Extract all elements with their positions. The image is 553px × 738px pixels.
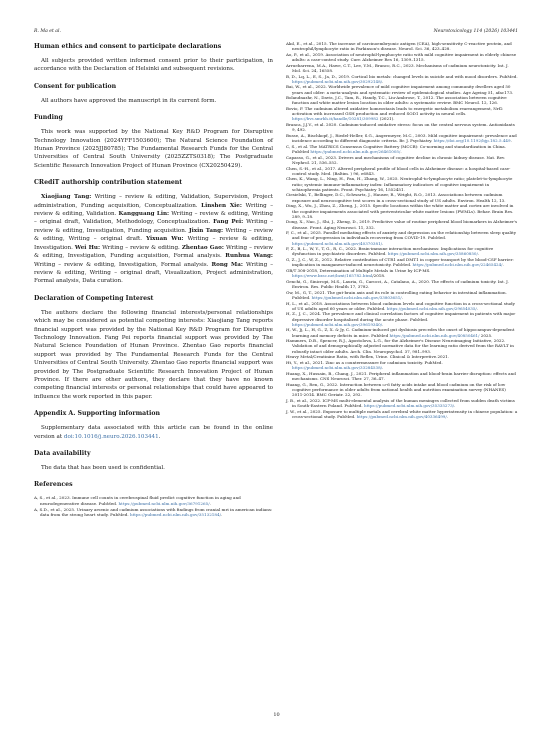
reference-link[interactable]: https://pubmed.ncbi.nlm.nih.gov/35335273/ bbox=[364, 402, 455, 408]
reference-list-right bbox=[286, 41, 518, 419]
reference-text: Akıl, E., et al., 2015. The increase of carcinoembryonic antigen (CEA), high-sensitivity C-reactive protein, and neutrophil/lymphocyte ratio in Parkinson's disease. Neurol. Sci. 36, 423–428. bbox=[286, 41, 512, 52]
reference-item bbox=[286, 144, 518, 154]
reference-text: H, Z., J, C., 2024. The prevalence and clinical correlation factors of cognitive impairment in patients with major depressive disorder hospitalized during the acute phase. PubMed. bbox=[286, 311, 516, 322]
reference-item bbox=[286, 41, 518, 51]
reference-text: Huang, G., Ren, G., 2022. Interaction between ω-6 fatty acids intake and blood cadmium on the risk of low cognitive performance in older adults from national health and nutrition examination survey (NHANES) 2011-2014. BMC Geriatr. 22, 292. bbox=[286, 381, 506, 398]
reference-item bbox=[286, 279, 518, 289]
reference-tail: /2018. bbox=[372, 273, 386, 279]
reference-item bbox=[286, 192, 518, 202]
credit-role: Writing – review & editing, Validation. bbox=[34, 202, 273, 218]
reference-item bbox=[286, 311, 518, 326]
running-header-journal: Neurotoxicology 114 (2026) 103441 bbox=[433, 29, 518, 34]
ethics-text: All subjects provided written informed consent prior to their participation, in accordance with the Declaration of Helsinki and subsequent revisions. bbox=[34, 58, 273, 73]
reference-text: C, S., et al. The MATRICS Consensus Cognitive Battery (MCCB): Co-norming and standardization in China. PubMed bbox=[286, 143, 506, 155]
credit-role: Writing – review & editing, Investigation. bbox=[34, 236, 274, 251]
section-heading-references: References bbox=[34, 481, 73, 489]
reference-item bbox=[286, 371, 518, 381]
reference-item bbox=[286, 74, 518, 84]
reference-tail: . bbox=[510, 138, 512, 144]
reference-text: Chen, S.-H., et al., 2017. Altered peripheral profile of blood cells in Alzheimer disease: a hospital-based case-control study. Med. (Baltim. ) 96, e6843. bbox=[286, 165, 511, 176]
section-heading-credit: CRediT authorship contribution statement bbox=[34, 179, 183, 187]
credit-role: Writing – review & editing, Investigation, Formal analysis. bbox=[34, 261, 212, 268]
credit-role: Writing – review & editing, Investigation, Funding acquisition. bbox=[34, 219, 273, 234]
credit-name: Rong Ma: bbox=[211, 261, 243, 268]
section-heading-funding: Funding bbox=[34, 114, 63, 122]
credit-name: Jixin Tang: bbox=[188, 227, 224, 234]
reference-item bbox=[286, 95, 518, 105]
section-heading-data-availability: Data availability bbox=[34, 450, 91, 457]
reference-tail: . bbox=[382, 365, 384, 371]
credit-name: Kangguang Lin: bbox=[118, 211, 170, 218]
section-heading-competing: Declaration of Competing Interest bbox=[34, 294, 154, 302]
reference-item bbox=[34, 495, 273, 506]
reference-link[interactable]: https://doi.org/10.1192/bjp.182.5.449 bbox=[433, 138, 511, 144]
reference-text: H, L., et al., 2018. Associations between blood cadmium levels and cognitive function in a cross-sectional study of US adults aged 60 years or older. PubMed. bbox=[286, 300, 515, 311]
reference-text: GB/T 308-2018, Determination of Multiple Metals in Urine by ICP-MS. bbox=[286, 267, 431, 273]
credit-name: Fang Pei: bbox=[213, 219, 244, 226]
reference-text: G, Z., J, C., W, Z., 2012. Relative contribution of CTR1 and DMT1 in copper transport by the blood-CSF barrier: implication in manganese-induced neurotoxicity. PubMed. bbox=[286, 257, 514, 268]
credit-name: Yixuan Wu: bbox=[146, 236, 184, 243]
reference-item bbox=[286, 203, 518, 218]
reference-text: B, D., Lq, L., E, S., Ja, D., 2019. Cortical bio metals: changed levels in suicide and with mood disorders. PubMed. bbox=[286, 73, 518, 79]
credit-name: Runhua Wang: bbox=[225, 253, 273, 260]
reference-text: Dong, X., Nao, J., Shi, J., Zheng, D., 2019. Predictive value of routine peripheral blood biomarkers in Alzheimer's disease. Front. Aging Neurosci. 11, 332. bbox=[286, 219, 518, 230]
reference-item bbox=[286, 301, 518, 311]
reference-link[interactable]: https://pubmed.ncbi.nlm.nih.gov/36791265/ bbox=[118, 500, 210, 506]
reference-tail: . bbox=[209, 500, 211, 506]
reference-item bbox=[286, 122, 518, 132]
funding-text: This work was supported by the National Key R&D Program for Disruptive Technology Innovation (2024YFF1503600); The Natural Science Foundation of Hunan Province (2025JJ80785); The Fundamental Research Funds for the Central Universities of Central South University (2025ZZTS0318); The Postgraduate Scientific Research Innovation Project of Hunan Province (CX20250429). bbox=[34, 129, 273, 169]
reference-tail: . bbox=[382, 240, 384, 246]
reference-link[interactable]: https://pubmed.ncbi.nlm.nih.gov/39619340/ bbox=[292, 321, 383, 327]
credit-role: Writing – review & editing, Writing – original draft, Visualization, Project administration, Formal analysis, Data curation. bbox=[34, 261, 274, 285]
data-availability-text: The data that has been used is confidential. bbox=[41, 465, 165, 471]
reference-link[interactable]: https://pubmed.ncbi.nlm.nih.gov/30292148/ bbox=[292, 78, 383, 84]
reference-tail: . bbox=[400, 149, 402, 155]
reference-item bbox=[34, 507, 273, 518]
reference-item bbox=[286, 219, 518, 229]
credit-name: Zhentao Gao: bbox=[181, 244, 224, 251]
reference-item bbox=[286, 354, 518, 359]
credit-role: Writing – review & editing, Validation, Supervision, Project administration, Funding acquisition, Conceptualization. bbox=[34, 194, 273, 209]
reference-text: Capasso, G., et al., 2023. Drivers and mechanisms of cognitive decline in chronic kidney disease. Nat. Rev. Nephrol. 21, 536–552. bbox=[286, 154, 506, 165]
reference-text: Ciesielski, T., Bellinger, D.C., Schwartz, J., Hauser, R., Wright, R.O., 2013. Associations between cadmium exposure and neurocognitive test scores in a cross-sectional study of US adults. Environ. Health 12, 13. bbox=[286, 192, 506, 203]
running-header-authors: R. Ma et al. bbox=[34, 29, 61, 34]
consent-text: All authors have approved the manuscript in its current form. bbox=[41, 97, 217, 104]
credit-role: Writing – review & editing, Investigation, Funding acquisition, Formal analysis. bbox=[34, 244, 274, 260]
reference-text: J, W., et al., 2025. Exposure to multiple metals and cerebral white matter hyperintensity in chinese population: a cross-sectional study. PubMed. bbox=[286, 408, 518, 419]
reference-text: Ao, P., et al., 2019. Association of neutrophil-lymphocyte ratio with mild cognitive impairment in elderly chinese adults: a case-control study. Curr. Alzheimer Res 16, 1309–1315. bbox=[286, 51, 517, 63]
reference-text: Busse, A., Bischkopf, J., Riedel-Heller, S.G., Angermeyer, M.C., 2003. Mild cognitive impairment: prevalence and incidence according to different diagnostic criteria. Br. J. Psychiatry. bbox=[286, 133, 517, 144]
reference-text: F, Z., B, L., W, Y., T, G., R, C., 2022. Brain-immune interaction mechanisms: Implications for cognitive dysfunction in psychiatric disorders. PubMed. bbox=[286, 246, 494, 257]
reference-tail: . bbox=[382, 321, 384, 327]
reference-link[interactable]: https://www.bzsc.net/bzxt/165782.html bbox=[292, 273, 373, 279]
reference-link[interactable]: https://pubmed.ncbi.nlm.nih.gov/33284538/ bbox=[292, 365, 383, 371]
reference-item bbox=[286, 133, 518, 143]
reference-text: F, C., et al., 2025. Parallel mediating effects of anxiety and depression on the relationship between sleep quality and fear of progression in individuals recovering from COVID-19. PubMed. bbox=[286, 230, 517, 241]
reference-text: Bai, W., et al., 2022. Worldwide prevalence of mild cognitive impairment among community dwellers aged 50 years and older: a meta-analysis and systematic review of epidemiological studies. Age Ageing 51, afac173. bbox=[286, 84, 514, 95]
reference-item bbox=[286, 52, 518, 62]
reference-list-left bbox=[34, 495, 273, 517]
reference-text: Ding, X., Wu, J., Zhou, Z., Zheng, J., 2015. Specific locations within the white matter and cortex are involved in the cognitive impairments associated with periventricular white matter lesions (PWMLs). Behav. Brain Res. 289, 9–18. bbox=[286, 203, 514, 219]
reference-tail: . bbox=[401, 294, 403, 300]
appendix-text bbox=[34, 424, 273, 441]
reference-text: H, W., Jj, L., H, G., Z, X. & Jy, C. Cadmium-induced gut dysbiosis precedes the onset of hippocampus-dependent learning and memory deficits in mice. PubMed bbox=[286, 327, 515, 338]
reference-text: Bolandnazhr, N., Davis, J.C., Tam, R., Handy, T.C., Liu-Ambrose, T., 2012. The association between cognitive function and white matter lesion location in older adults: a systematic review. BMC Neurol. 12, 126. bbox=[286, 95, 507, 106]
reference-tail: . bbox=[477, 251, 480, 257]
credit-name: Wei Hu: bbox=[74, 244, 101, 251]
appendix-text-end: . bbox=[158, 433, 161, 440]
reference-item bbox=[286, 268, 518, 278]
reference-item bbox=[286, 257, 518, 267]
reference-link[interactable]: https://pubmed.ncbi.nlm.nih.gov/40336499/ bbox=[356, 413, 447, 419]
reference-text: A, S.D., et al., 2025. Urinary arsenic and cadmium associations with findings from cranial mri in american indians: data from the strong heart study. PubMed. bbox=[34, 506, 273, 517]
reference-text: Gw, M., G, T., 2021. The gut-brain axis and its role in controlling eating behavior in intestinal inflammation. PubMed. bbox=[286, 289, 507, 300]
reference-item bbox=[286, 155, 518, 165]
reference-text: Genchi, G., Sinicropi, M.S., Lauria, G., Carocci, A., Catalano, A., 2020. The effects of cadmium toxicity. Int. J. Environ. Res. Public Health 17, 3782. bbox=[286, 278, 509, 289]
reference-item bbox=[286, 382, 518, 397]
reference-text: J, B., et al., 2022. ICP-MS multi-elemental analysis of the human meninges collected from sudden death victims in South-Eastern Poland. PubMed. bbox=[286, 397, 515, 408]
left-column bbox=[34, 43, 273, 518]
reference-text: Ht, Y., et al., 2021. Zinc as a countermeasure for cadmium toxicity. PubMed. bbox=[286, 359, 443, 365]
reference-link[interactable]: https://pubmed.ncbi.nlm.nih.gov/29654035/ bbox=[386, 305, 477, 311]
credit-role: Writing – review & editing, Writing – original draft. bbox=[34, 227, 273, 243]
reference-link[interactable]: https://pubmed.ncbi.nlm.nih.gov/40850461/ bbox=[389, 332, 480, 338]
reference-tail: . bbox=[221, 511, 223, 517]
reference-text: Huang, X., Hussain, B., Chang, J., 2021. Peripheral inflammation and blood-brain barrier disruption: effects and mechanisms. CNS Neurosci. Ther. 27, 36–47. bbox=[286, 370, 516, 381]
reference-item bbox=[286, 327, 518, 337]
reference-link[interactable]: https://bvs.smrhh.it/handle/10281/309982 bbox=[292, 116, 379, 122]
reference-tail: (2021). bbox=[378, 116, 395, 122]
reference-tail: . bbox=[454, 402, 456, 408]
competing-text: The authors declare the following financial interests/personal relationships which may be considered as potential competing interests: Xiaojiang Tang reports financial support was provided by the National Key R&D Program for Disruptive Technology Innovation. Fang Pei reports financial support was provided by The Natural Science Foundation of Hunan Province. Zhentao Gao reports financial support was provided by The Fundamental Research Funds for the Central Universities of Central South University. Zhentao Gao reports financial support was provided by The Postgraduate Scientific Research Innovation Project of Hunan Province. If there are other authors, they declare that they have no known competing financial interests or personal relationships that could have appeared to influence the work reported in this paper. bbox=[34, 309, 273, 400]
reference-tail: . bbox=[446, 413, 449, 419]
reference-link[interactable]: https://pubmed.ncbi.nlm.nih.gov/22465424/ bbox=[412, 262, 503, 268]
reference-item bbox=[286, 246, 518, 256]
reference-tail: . bbox=[382, 78, 384, 84]
reference-text: Hammers, D.B., Spencer, R.J., Apostolova, L.G., for the Alzheimer's Disease Neuroimaging Initiative, 2022. Validation of and demographically adjusted normative data for the learning ratio derived from the RAVLT in robustly intact older adults. Arch. Clin. Neuropsychol. 37, 981–993. bbox=[286, 338, 514, 354]
reference-tail: . bbox=[476, 305, 479, 311]
reference-text: Heavy Metal/Creatinine Ratio, with Reflex, Urine. Clinical & Interpretive.2021. bbox=[286, 354, 450, 360]
reference-link[interactable]: https://pubmed.ncbi.nlm.nih.gov/26461005/ bbox=[310, 149, 401, 155]
doi-link[interactable]: doi:10.1016/j.neuro.2026.103441 bbox=[63, 433, 159, 440]
reference-item bbox=[286, 176, 518, 191]
credit-name: Xiaojiang Tang: bbox=[41, 194, 92, 201]
section-heading-consent: Consent for publication bbox=[34, 82, 117, 90]
reference-item bbox=[286, 360, 518, 370]
reference-link[interactable]: https://pubmed.ncbi.nlm.nih.gov/35860850/ bbox=[387, 251, 478, 257]
appendix-text-lead: Supplementary data associated with this article can be found in the online version at bbox=[34, 425, 273, 440]
reference-tail: . bbox=[502, 262, 504, 268]
reference-text: Branca, J.J.V., et al. 2020. Cadmium-induced oxidative stress: focus on the central nervous system. Antioxidants 9, 492. bbox=[286, 122, 515, 133]
reference-link[interactable]: https://pubmed.ncbi.nlm.nih.gov/40370381/ bbox=[292, 240, 383, 246]
page-number: 10 bbox=[273, 712, 280, 718]
reference-link[interactable]: https://pubmed.ncbi.nlm.nih.gov/35132184/ bbox=[129, 511, 221, 517]
reference-item bbox=[286, 106, 518, 121]
reference-text: Chen, K., Wang, L., Ning, H., Pan, H., Zhang, W., 2025. Neutrophil-to-lymphocyte ratio; platelet-to-lymphocyte ratio; systemic immune-inflammatory index: Inflammatory indicators of cognitive impairment in schizophrenia patients. Front. Psychiatry 16, 1552451. bbox=[286, 176, 513, 192]
section-heading-ethics: Human ethics and consent to participate declarations bbox=[34, 43, 222, 50]
reference-item bbox=[286, 398, 518, 408]
reference-text: A, S., et al., 2023. Immune cell counts in cerebrospinal fluid predict cognitive function in aging and neurodegenerative disease. PubMed. bbox=[34, 495, 241, 506]
credit-text bbox=[34, 193, 273, 285]
reference-item bbox=[286, 230, 518, 245]
reference-item bbox=[286, 63, 518, 73]
reference-text: Bovio, F. The cadmium altered oxidative homeostasis leads to energetic metabolism rearrangement, Nrf2 activation with increased GSH production and reduced SOD1 activity in neural cells. bbox=[286, 106, 503, 117]
reference-link[interactable]: https://pubmed.ncbi.nlm.nih.gov/33803651/ bbox=[311, 294, 402, 300]
reference-item bbox=[286, 409, 518, 419]
reference-text: Arruebarrena, M.A., Hawe, C.T., Lee, Y.M., Branco, R.C., 2023. Mechanisms of cadmium neurotoxicity. Int. J. Mol. Sci. 24, 16558. bbox=[286, 62, 509, 73]
reference-item bbox=[286, 338, 518, 353]
credit-role: Writing – review & editing, Writing – original draft, Validation, Methodology, Conceptualization. bbox=[34, 211, 273, 226]
reference-item bbox=[286, 84, 518, 94]
credit-name: Linshen Xie: bbox=[201, 202, 242, 209]
reference-item bbox=[286, 166, 518, 176]
reference-tail: 2025. bbox=[479, 332, 493, 338]
section-heading-appendix: Appendix A. Supporting information bbox=[34, 410, 161, 418]
reference-item bbox=[286, 290, 518, 300]
credit-role: Writing – review & editing. bbox=[100, 244, 182, 251]
